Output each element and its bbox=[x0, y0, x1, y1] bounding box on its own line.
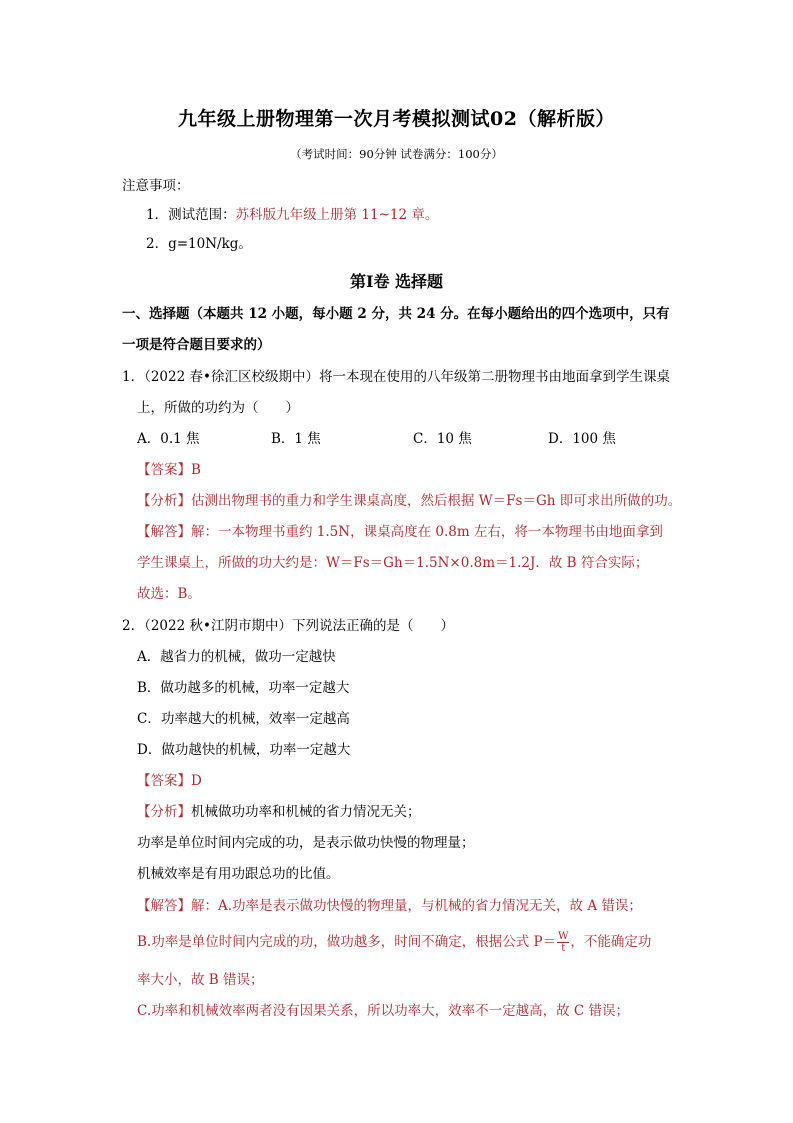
q1-solution-line3: 故选：B。 bbox=[137, 586, 201, 602]
q1-option-d: D．100 焦 bbox=[548, 431, 616, 447]
part1-heading-line1: 一、选择题（本题共 12 小题，每小题 2 分，共 24 分。在每小题给出的四个选项中，只有 bbox=[122, 306, 670, 322]
q2-solution-line1 bbox=[137, 897, 642, 915]
q1-analysis: 【分析】估测出物理书的重力和学生课桌高度，然后根据 W＝Fs＝Gh 即可求出所做的功。 bbox=[137, 493, 682, 509]
q2-option-a: A．越省力的机械，做功一定越快 bbox=[137, 649, 336, 665]
exam-info: （考试时间：90分钟 试卷满分：100分） bbox=[290, 147, 503, 161]
q2-answer: 【答案】D bbox=[137, 773, 202, 789]
fraction-denominator: t bbox=[561, 943, 566, 954]
q2-solution-line2 bbox=[137, 931, 651, 954]
q2-solution-text2a: B.功率是单位时间内完成的功，做功越多，时间不确定，根据公式 P＝ bbox=[137, 934, 557, 950]
q1-option-c: C．10 焦 bbox=[413, 431, 472, 447]
q1-solution-text1: 解：一本物理书重约 1.5N，课桌高度在 0.8m 左右，将一本物理书由地面拿到 bbox=[191, 524, 663, 540]
note-item-1 bbox=[146, 206, 438, 224]
q1-option-a: A．0.1 焦 bbox=[137, 431, 200, 447]
q1-solution-line2: 学生课桌上，所做的功大约是：W＝Fs＝Gh＝1.5N×0.8m＝1.2J．故 B 符合实际； bbox=[137, 555, 649, 571]
document-title: 九年级上册物理第一次月考模拟测试02（解析版） bbox=[178, 108, 615, 130]
q2-analysis-line1 bbox=[137, 803, 421, 821]
note-item-1-prefix: 1．测试范围： bbox=[146, 207, 236, 223]
q2-option-d: D．做功越快的机械，功率一定越大 bbox=[137, 742, 351, 758]
q2-solution-text2b: ，不能确定功 bbox=[570, 934, 652, 950]
q2-option-c: C．功率越大的机械，效率一定越高 bbox=[137, 711, 350, 727]
q1-answer: 【答案】B bbox=[137, 462, 201, 478]
power-formula-fraction bbox=[557, 931, 569, 954]
q1-option-b: B．1 焦 bbox=[271, 431, 321, 447]
fraction-numerator: W bbox=[558, 931, 569, 942]
part1-heading-line2: 一项是符合题目要求的） bbox=[122, 337, 271, 353]
q2-analysis-line3: 机械效率是有用功跟总功的比值。 bbox=[137, 866, 340, 882]
note-item-1-scope: 苏科版九年级上册第 11~12 章。 bbox=[235, 207, 439, 223]
note-item-2: 2．g=10N/kg。 bbox=[146, 236, 252, 252]
q2-solution-line4: C.功率和机械效率两者没有因果关系，所以功率大，效率不一定越高，故 C 错误； bbox=[137, 1003, 630, 1019]
q2-stem: 2．（2022 秋•江阴市期中）下列说法正确的是（ ） bbox=[122, 618, 454, 634]
q1-stem-line2: 上，所做的功约为（ ） bbox=[137, 400, 299, 416]
q1-solution-tag: 【解答】 bbox=[137, 524, 191, 540]
q2-solution-tag: 【解答】 bbox=[137, 898, 191, 914]
notes-heading: 注意事项： bbox=[122, 178, 190, 194]
q2-analysis-line2: 功率是单位时间内完成的功，是表示做功快慢的物理量； bbox=[137, 835, 475, 851]
section-title: 第Ⅰ卷 选择题 bbox=[349, 272, 444, 291]
q2-option-b: B．做功越多的机械，功率一定越大 bbox=[137, 680, 350, 696]
q1-stem-line1: 1．（2022 春•徐汇区校级期中）将一本现在使用的八年级第二册物理书由地面拿到学生课桌 bbox=[122, 369, 670, 385]
q2-analysis-tag: 【分析】 bbox=[137, 804, 191, 820]
q2-analysis-text1: 机械做功功率和机械的省力情况无关； bbox=[191, 804, 421, 820]
q2-solution-text1: 解：A.功率是表示做功快慢的物理量，与机械的省力情况无关，故 A 错误； bbox=[191, 898, 642, 914]
q2-solution-line3: 率大小，故 B 错误； bbox=[137, 972, 264, 988]
q1-solution-line1 bbox=[137, 523, 663, 541]
